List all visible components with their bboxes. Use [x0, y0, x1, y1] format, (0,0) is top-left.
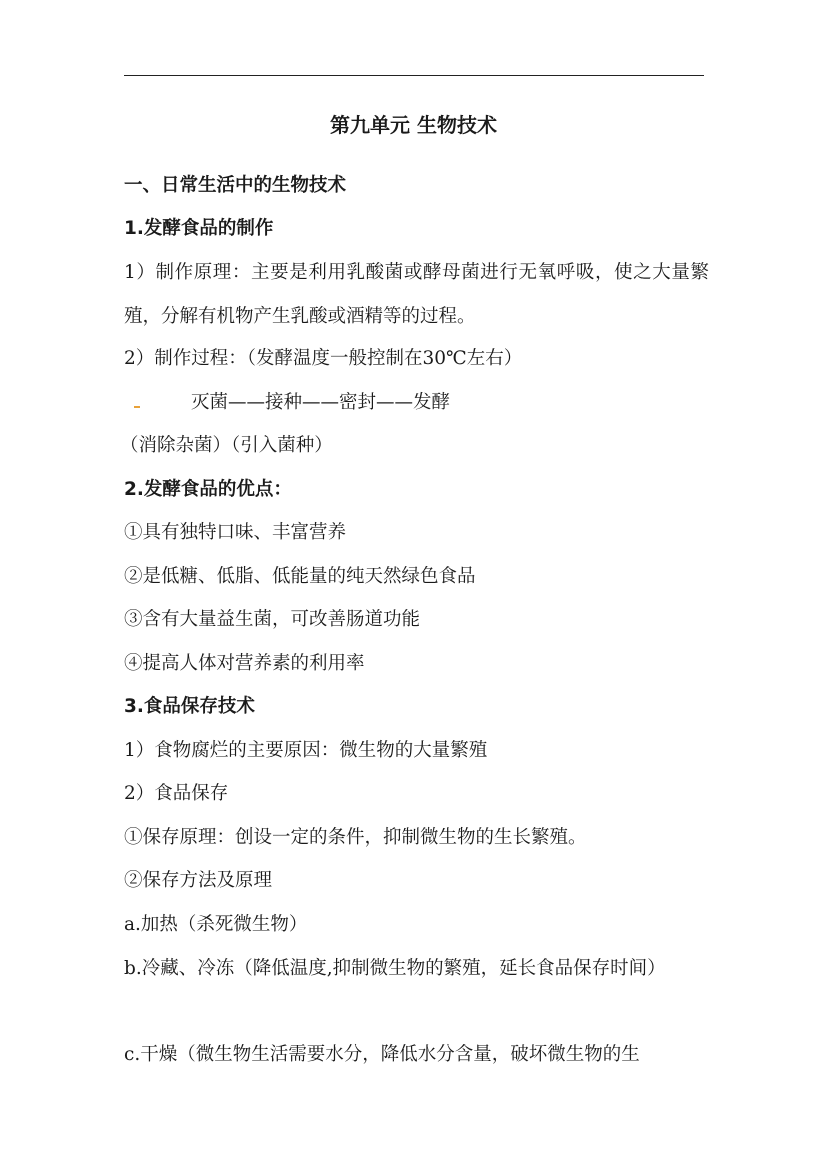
- subsection-heading-preservation: 3.食品保存技术: [124, 696, 255, 717]
- method-drying: c.干燥（微生物生活需要水分，降低水分含量，破坏微生物的生: [124, 1044, 640, 1065]
- advantage-item-4: ④提高人体对营养素的利用率: [124, 653, 365, 674]
- advantage-item-2: ②是低糖、低脂、低能量的纯天然绿色食品: [124, 566, 476, 587]
- preservation-principle: ①保存原理：创设一定的条件，抑制微生物的生长繁殖。: [124, 827, 587, 848]
- method-refrigeration: b.冷藏、冷冻（降低温度,抑制微生物的繁殖，延长食品保存时间）: [124, 958, 666, 979]
- fermentation-principle: 1）制作原理：主要是利用乳酸菌或酵母菌进行无氧呼吸，使之大量繁殖，分解有机物产生乳酸或酒精等的过程。: [124, 262, 709, 327]
- subsection-heading-advantages: 2.发酵食品的优点：: [124, 479, 292, 500]
- page-title: 第九单元 生物技术: [330, 113, 497, 137]
- preservation-methods-title: ②保存方法及原理: [124, 870, 273, 891]
- section-heading: 一、日常生活中的生物技术: [124, 175, 347, 196]
- scan-mark: [134, 406, 140, 408]
- method-heating: a.加热（杀死微生物）: [124, 914, 308, 935]
- header-rule: [124, 75, 704, 76]
- fermentation-steps: 灭菌——接种——密封——发酵: [191, 392, 451, 413]
- subsection-heading-fermentation: 1.发酵食品的制作: [124, 218, 274, 239]
- fermentation-step-notes: （消除杂菌）（引入菌种）: [120, 435, 333, 456]
- preservation-title: 2）食品保存: [124, 783, 229, 804]
- fermentation-process: 2）制作过程：（发酵温度一般控制在30℃左右）: [124, 348, 523, 369]
- advantage-item-1: ①具有独特口味、丰富营养: [124, 522, 347, 543]
- spoilage-cause: 1）食物腐烂的主要原因：微生物的大量繁殖: [124, 740, 488, 761]
- advantage-item-3: ③含有大量益生菌，可改善肠道功能: [124, 609, 421, 630]
